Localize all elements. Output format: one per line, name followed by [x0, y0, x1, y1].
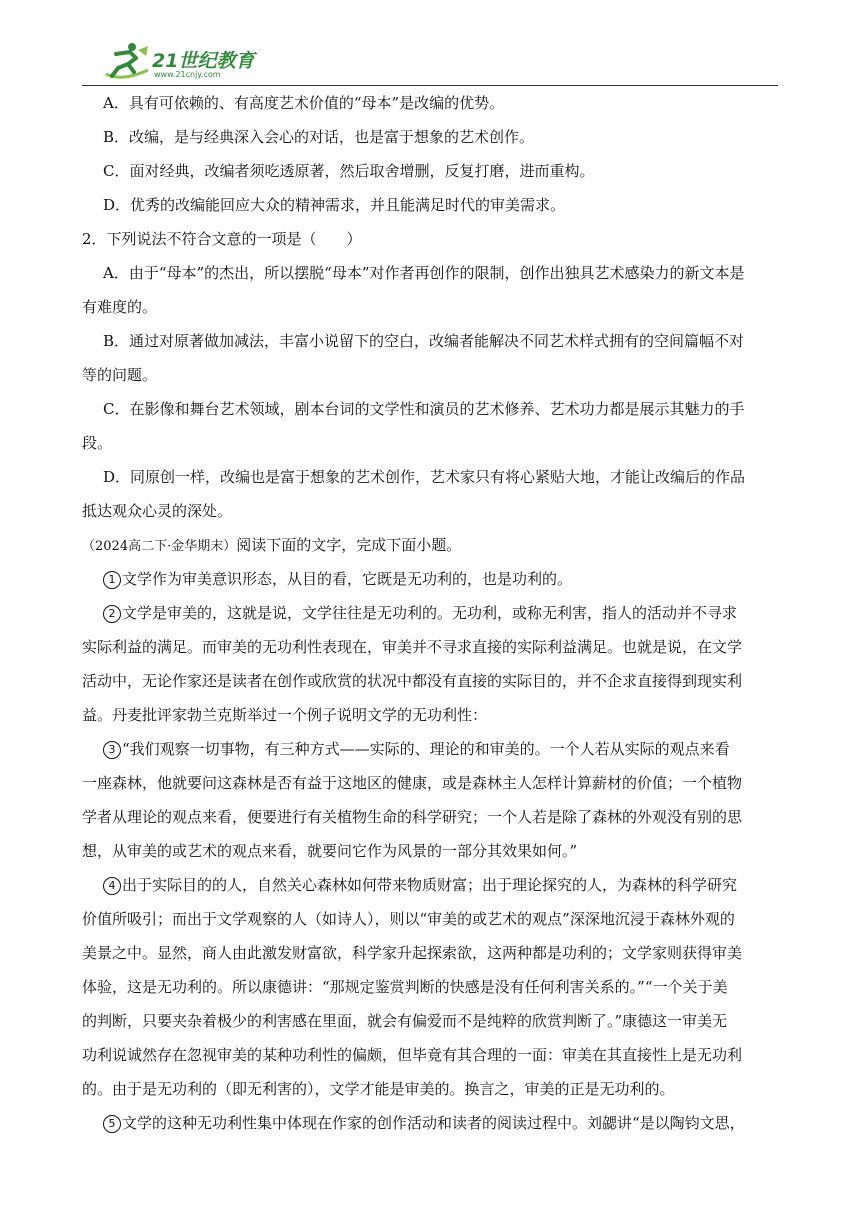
- document-body: [82, 86, 778, 1140]
- q2-option-d-line2: 抵达观众心灵的深处。: [82, 502, 233, 520]
- q2-option-a-line1: A．由于“母本”的杰出，所以摆脱“母本”对作者再创作的限制，创作出独具艺术感染力的新文本是: [103, 264, 745, 282]
- paragraph-4-line4: 体验，这是无功利的。所以康德讲：“那规定鉴赏判断的快感是没有任何利害关系的。”“一个关于美: [82, 978, 728, 996]
- runner-logo-icon: [102, 40, 150, 84]
- paragraph-4-line1: [82, 868, 778, 902]
- paragraph-5-text: 文学的这种无功利性集中体现在作家的创作活动和读者的阅读过程中。刘勰讲“是以陶钧文思，: [122, 1114, 745, 1132]
- paragraph-2-line4: 益。丹麦批评家勃兰克斯举过一个例子说明文学的无功利性：: [82, 706, 488, 724]
- passage-source: （2024高二下·金华期末）: [82, 539, 237, 554]
- logo-brand-text: 21世纪教育: [152, 50, 255, 72]
- passage-instruction: [82, 528, 778, 562]
- q2-option-d-line1: D．同原创一样，改编也是富于想象的艺术创作，艺术家只有将心紧贴大地，才能让改编后的作品: [103, 468, 746, 486]
- paragraph-1-text: 文学作为审美意识形态，从目的看，它既是无功利的，也是功利的。: [122, 570, 573, 588]
- q2-option-c-line1: C．在影像和舞台艺术领域，剧本台词的文学性和演员的艺术修养、艺术功力都是展示其魅力的手: [103, 400, 745, 418]
- paragraph-4-line7: 的。由于是无功利的（即无利害的），文学才能是审美的。换言之，审美的正是无功利的。: [82, 1080, 675, 1098]
- paragraph-2-line3: 活动中，无论作家还是读者在创作或欣赏的状况中都没有直接的实际目的，并不企求直接得到现实利: [82, 672, 743, 690]
- paragraph-4-line6: 功利说诚然存在忽视审美的某种功利性的偏颇，但毕竟有其合理的一面：审美在其直接性上是无功利: [82, 1046, 743, 1064]
- paragraph-2-line2: 实际利益的满足。而审美的无功利性表现在，审美并不寻求直接的实际利益满足。也就是说，在文学: [82, 638, 743, 656]
- paragraph-4-line3: 美景之中。显然，商人由此激发财富欲，科学家升起探索欲，这两种都是功利的；文学家则获得审美: [82, 944, 743, 962]
- logo: [102, 40, 282, 84]
- paragraph-number-1: 1: [103, 571, 121, 589]
- q2-stem: 2．下列说法不符合文意的一项是（ ）: [82, 230, 362, 248]
- paragraph-3-line1: [82, 732, 778, 766]
- paragraph-3-line2: 一座森林，他就要问这森林是否有益于这地区的健康，或是森林主人怎样计算薪材的价值；一个植物: [82, 774, 743, 792]
- q1-option-d: D．优秀的改编能回应大众的精神需求，并且能满足时代的审美需求。: [103, 196, 566, 214]
- passage-intro: 阅读下面的文字，完成下面小题。: [236, 536, 462, 554]
- q1-option-c: C．面对经典，改编者须吃透原著，然后取舍增删，反复打磨，进而重构。: [103, 162, 595, 180]
- paragraph-4-line2: 价值所吸引；而出于文学观察的人（如诗人），则以“审美的或艺术的观点”深深地沉浸于森林外观的: [82, 910, 735, 928]
- paragraph-3-line4: 想，从审美的或艺术的观点来看，就要问它作为风景的一部分其效果如何。”: [82, 842, 578, 860]
- paragraph-number-2: 2: [103, 605, 121, 623]
- paragraph-number-5: 5: [103, 1115, 121, 1133]
- q1-option-b: B．改编，是与经典深入会心的对话，也是富于想象的艺术创作。: [103, 128, 535, 146]
- page-header: [82, 38, 778, 86]
- paragraph-2-line1: [82, 596, 778, 630]
- paragraph-4-line5: 的判断，只要夹杂着极少的利害感在里面，就会有偏爱而不是纯粹的欣赏判断了。”康德这一审美无: [82, 1012, 728, 1030]
- q1-option-a: A．具有可依赖的、有高度艺术价值的“母本”是改编的优势。: [103, 94, 505, 112]
- paragraph-number-4: 4: [103, 877, 121, 895]
- paragraph-number-3: 3: [103, 741, 121, 759]
- paragraph-4-text: 出于实际目的的人，自然关心森林如何带来物质财富；出于理论探究的人，为森林的科学研究: [122, 876, 738, 894]
- paragraph-1: [82, 562, 778, 596]
- q2-option-c-line2: 段。: [82, 434, 113, 452]
- logo-url-text: www.21cnjy.com: [154, 70, 221, 79]
- paragraph-3-text: “我们观察一切事物，有三种方式——实际的、理论的和审美的。一个人若从实际的观点来看: [122, 740, 730, 758]
- q2-option-b-line1: B．通过对原著做加减法，丰富小说留下的空白，改编者能解决不同艺术样式拥有的空间篇幅不对: [103, 332, 745, 350]
- paragraph-2-text: 文学是审美的，这就是说，文学往往是无功利的。无功利，或称无利害，指人的活动并不寻求: [122, 604, 738, 622]
- q2-option-a-line2: 有难度的。: [82, 298, 158, 316]
- q2-option-b-line2: 等的问题。: [82, 366, 158, 384]
- paragraph-5-line1: [82, 1106, 778, 1140]
- paragraph-3-line3: 学者从理论的观点来看，便要进行有关植物生命的科学研究；一个人若是除了森林的外观没有别的思: [82, 808, 743, 826]
